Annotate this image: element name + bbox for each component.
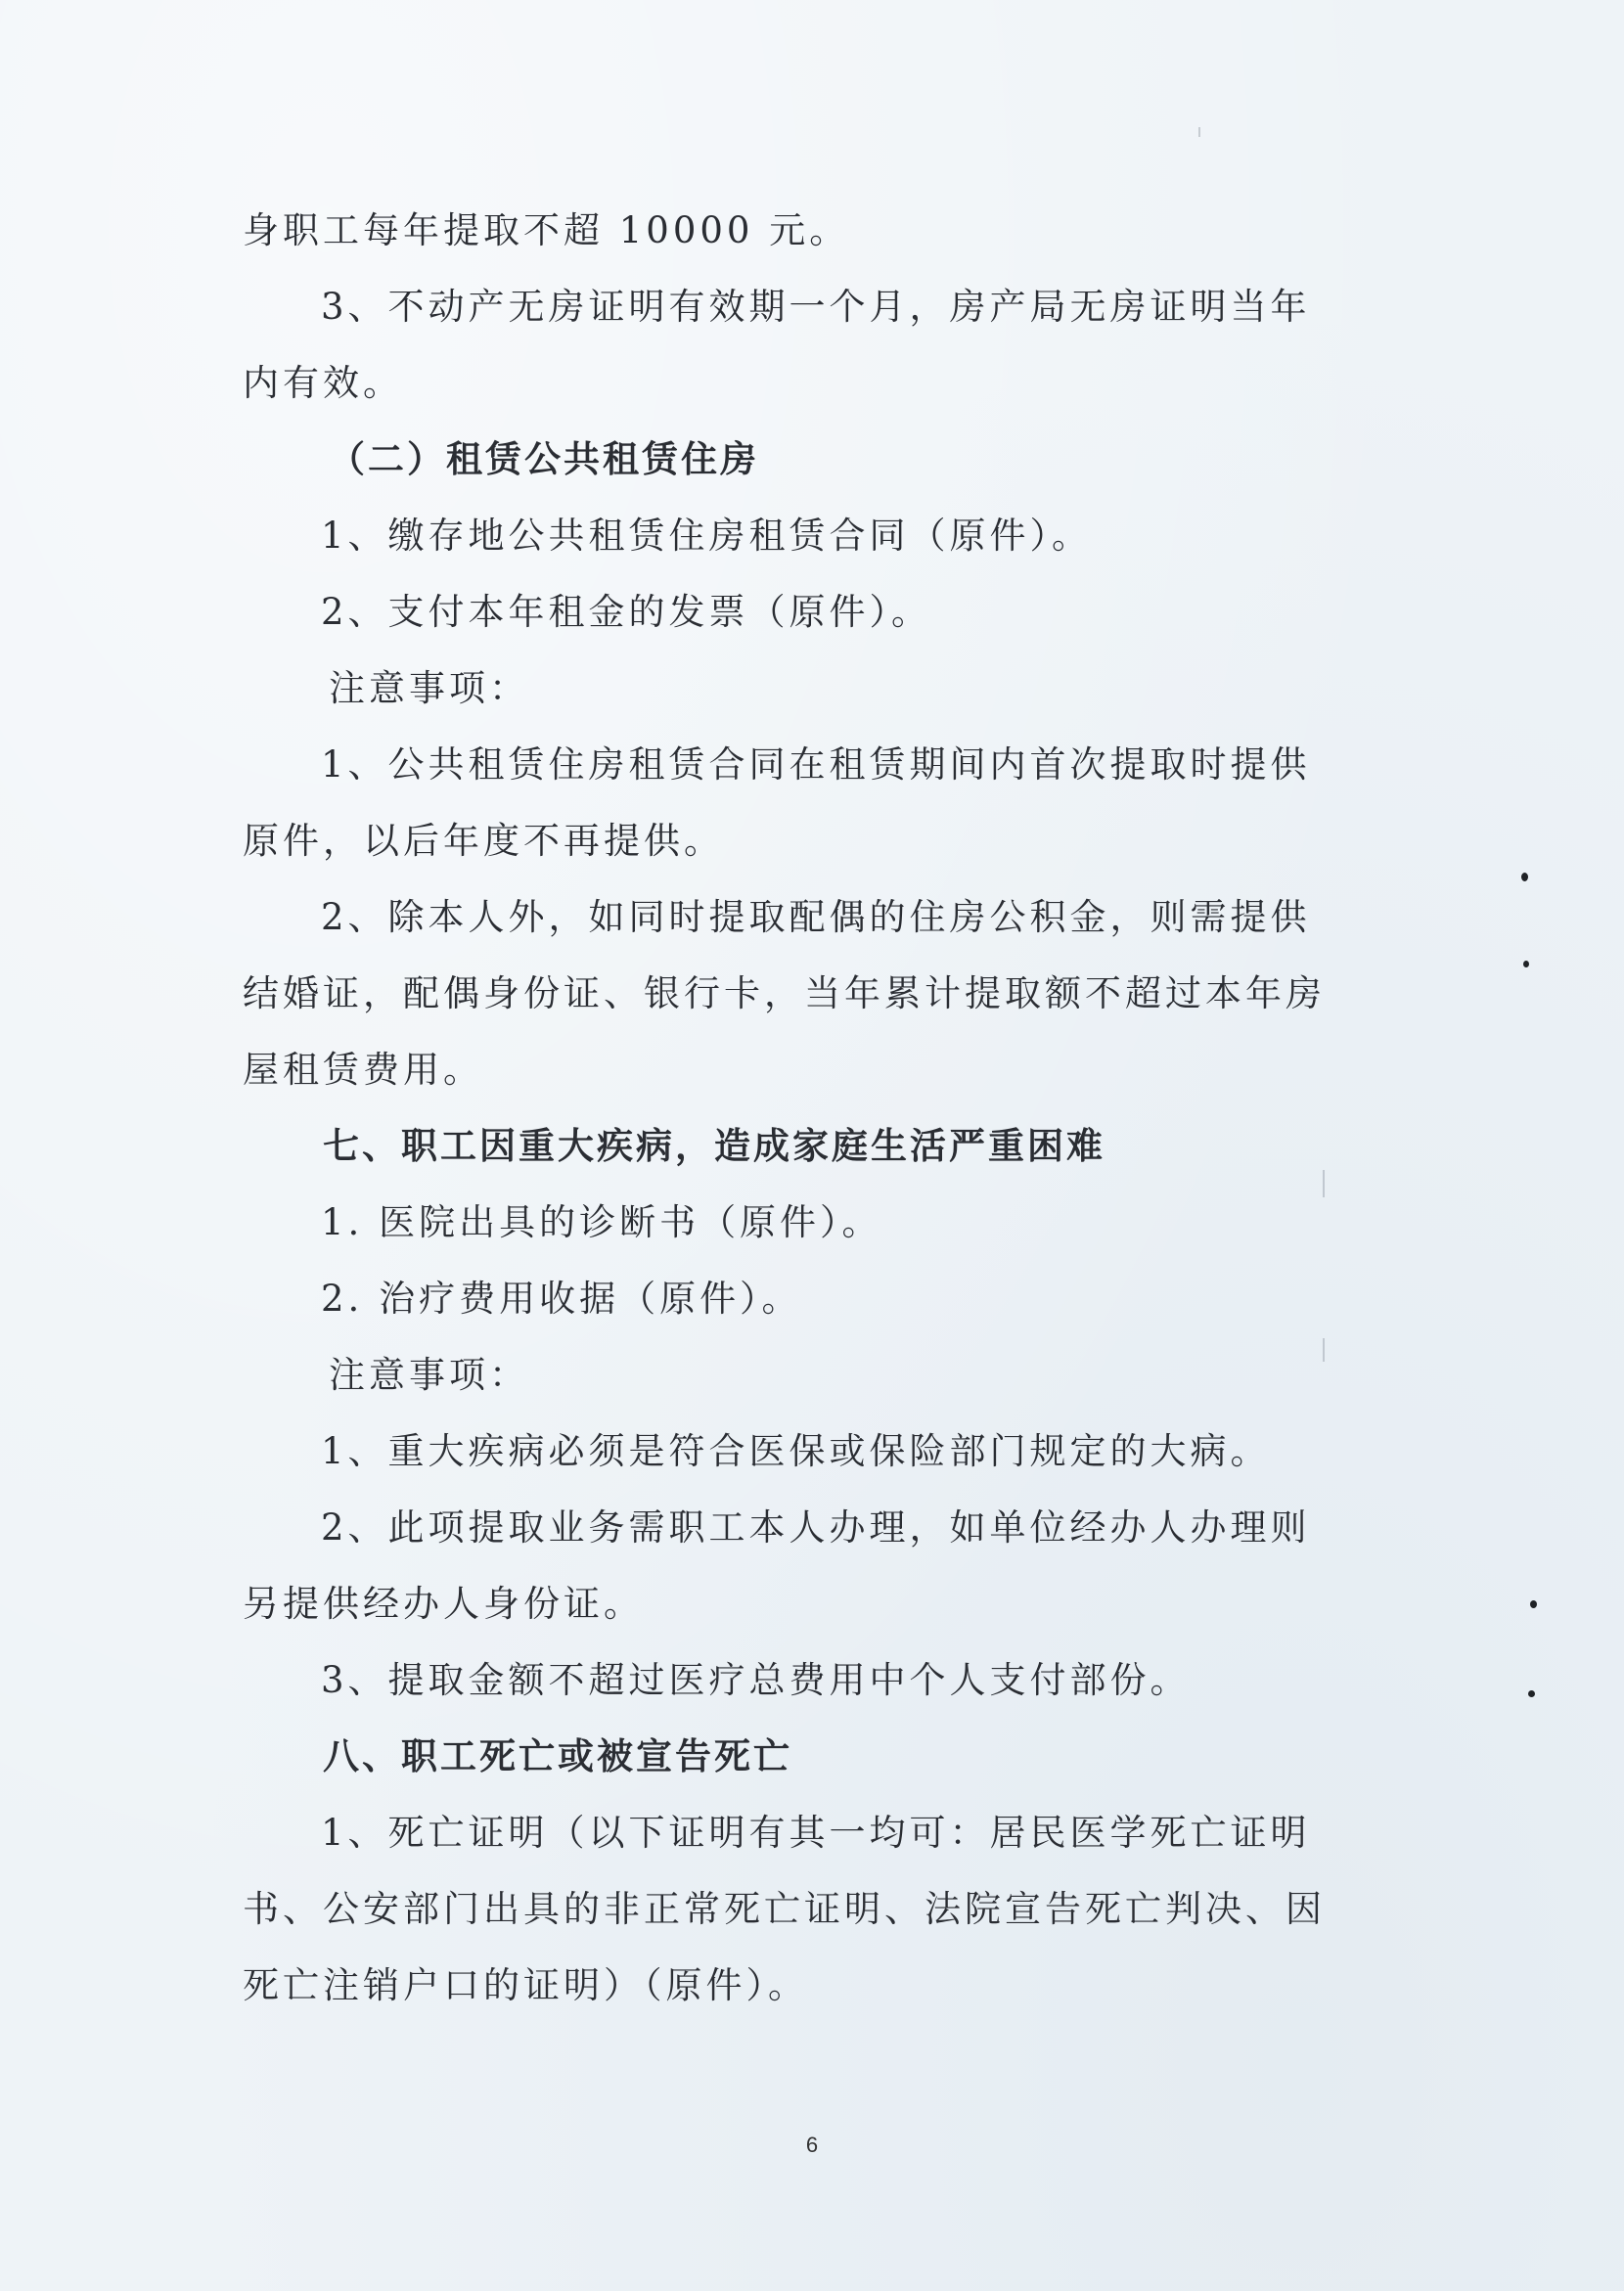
- notice-label: 注意事项：: [329, 667, 529, 709]
- body-line: 1、公共租赁住房租赁合同在租赁期间内首次提取时提供: [321, 743, 1311, 786]
- body-line: 2、支付本年租金的发票（原件）。: [321, 591, 932, 633]
- body-line: 内有效。: [243, 362, 403, 404]
- body-line: 1、重大疾病必须是符合医保或保险部门规定的大病。: [321, 1430, 1271, 1472]
- scan-speck: [1530, 1600, 1537, 1608]
- body-line: 1、缴存地公共租赁住房租赁合同（原件）。: [321, 515, 1093, 557]
- scan-speck: [1528, 1690, 1535, 1697]
- body-line: 身职工每年提取不超 10000 元。: [243, 209, 850, 251]
- scan-speck: [1523, 961, 1529, 967]
- body-line: 结婚证，配偶身份证、银行卡，当年累计提取额不超过本年房: [243, 972, 1326, 1014]
- scan-mark: [1323, 1338, 1325, 1362]
- body-line: 1. 医院出具的诊断书（原件）。: [321, 1201, 882, 1243]
- body-line: 2. 治疗费用收据（原件）。: [321, 1278, 802, 1320]
- body-line: 2、除本人外，如同时提取配偶的住房公积金，则需提供: [321, 896, 1311, 938]
- body-line: 另提供经办人身份证。: [243, 1583, 644, 1625]
- body-line: 2、此项提取业务需职工本人办理，如单位经办人办理则: [321, 1506, 1311, 1549]
- page-number: 6: [805, 2133, 819, 2157]
- scan-mark: [1198, 127, 1200, 137]
- body-line: 死亡注销户口的证明）（原件）。: [243, 1964, 808, 2006]
- body-line: 书、公安部门出具的非正常死亡证明、法院宣告死亡判决、因: [243, 1888, 1326, 1930]
- body-line: 原件，以后年度不再提供。: [243, 820, 724, 862]
- scan-speck: [1521, 873, 1528, 881]
- body-line: 3、不动产无房证明有效期一个月，房产局无房证明当年: [321, 286, 1311, 328]
- section-subheading: （二）租赁公共租赁住房: [329, 438, 759, 480]
- scan-mark: [1323, 1170, 1325, 1197]
- section-heading: 八、职工死亡或被宣告死亡: [323, 1735, 792, 1777]
- notice-label: 注意事项：: [329, 1354, 529, 1396]
- body-line: 3、提取金额不超过医疗总费用中个人支付部份。: [321, 1659, 1191, 1701]
- body-line: 1、死亡证明（以下证明有其一均可：居民医学死亡证明: [321, 1812, 1311, 1854]
- section-heading: 七、职工因重大疾病，造成家庭生活严重困难: [323, 1125, 1105, 1167]
- body-line: 屋租赁费用。: [243, 1049, 483, 1091]
